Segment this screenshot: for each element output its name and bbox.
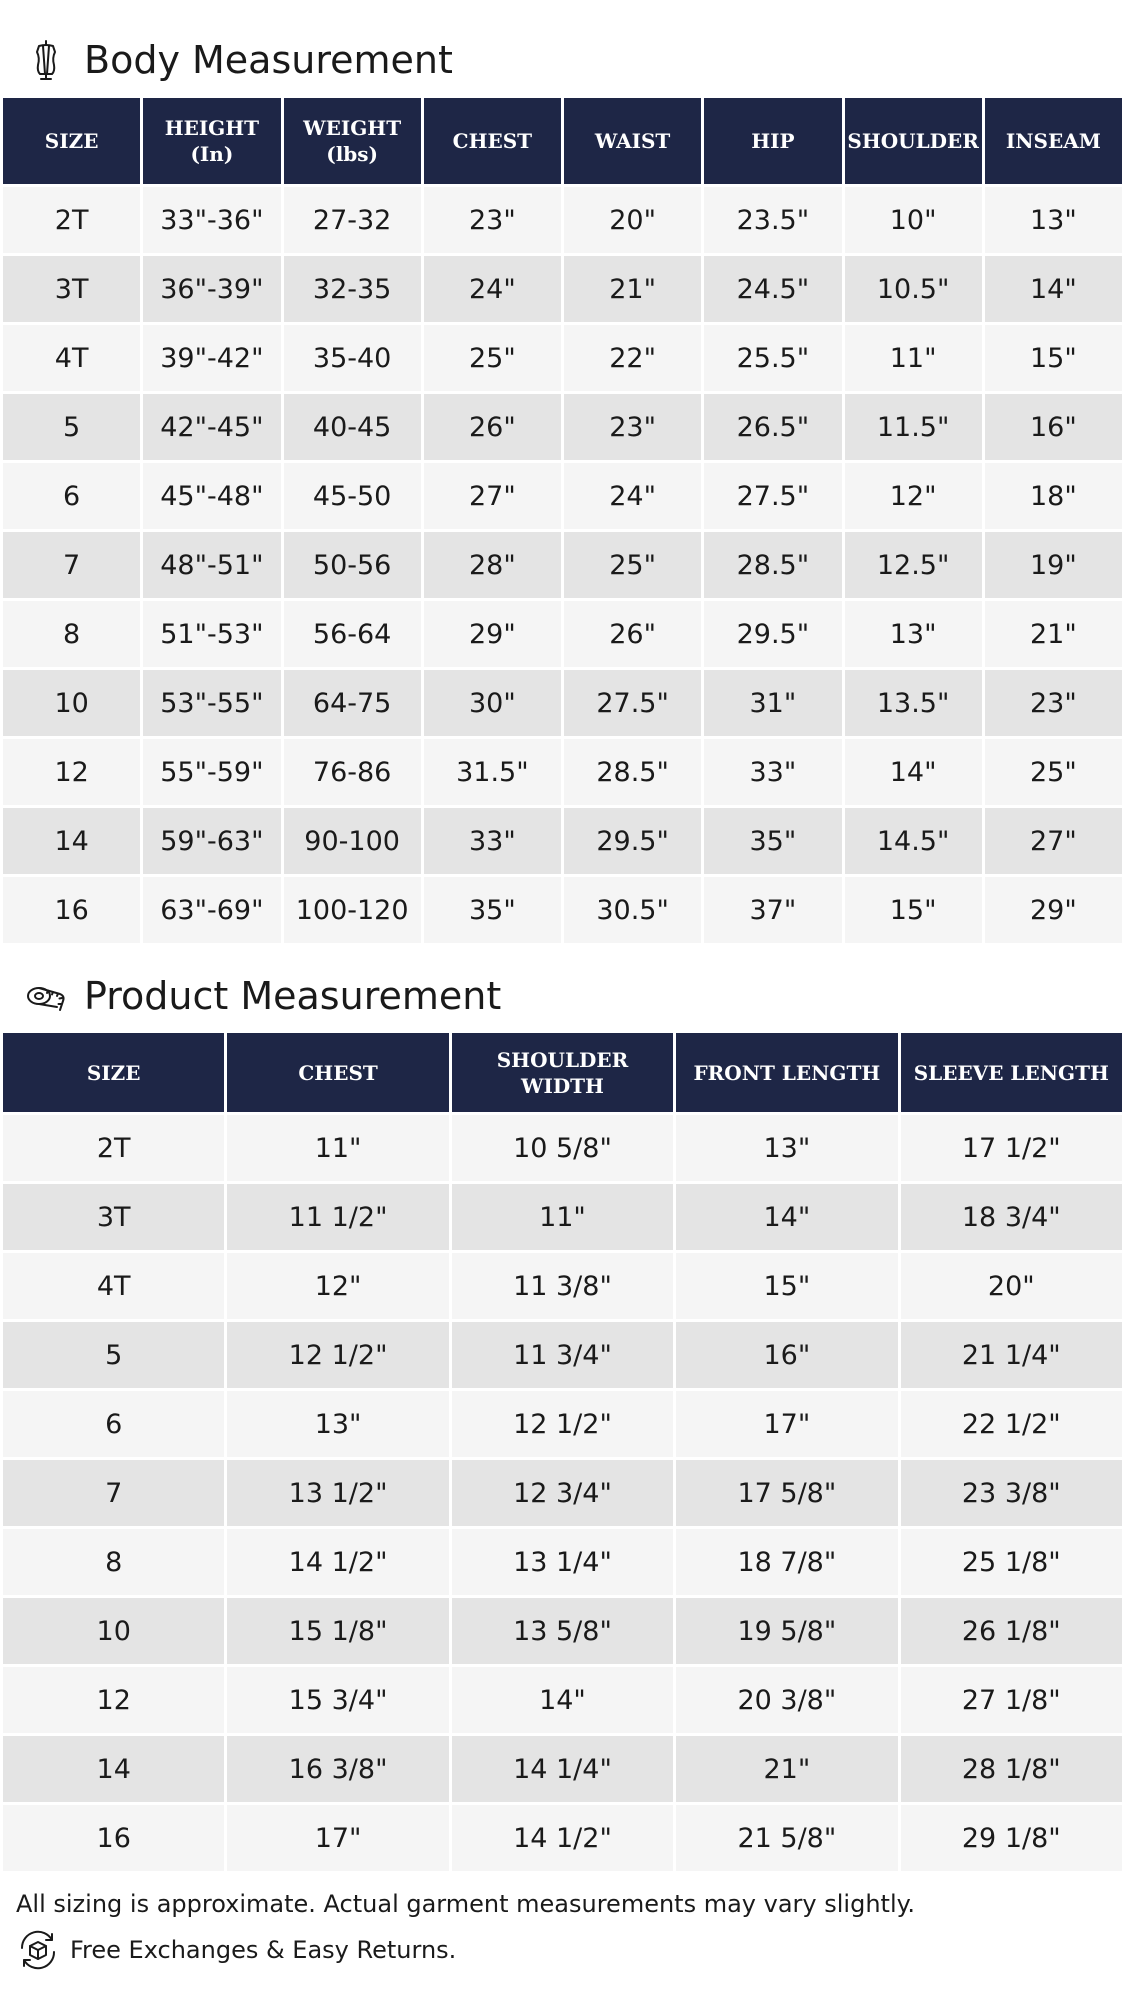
body-value-cell: 45-50 <box>284 463 421 529</box>
product-value-cell: 14 1/2" <box>452 1805 673 1871</box>
product-value-cell: 14 1/2" <box>227 1529 448 1595</box>
body-value-cell: 59"-63" <box>143 808 280 874</box>
sizing-disclaimer: All sizing is approximate. Actual garment measurements may vary slightly. <box>16 1890 916 1918</box>
product-size-cell: 3T <box>3 1184 224 1250</box>
product-value-cell: 21" <box>676 1736 897 1802</box>
product-size-cell: 4T <box>3 1253 224 1319</box>
body-value-cell: 100-120 <box>284 877 421 943</box>
product-value-cell: 20" <box>901 1253 1122 1319</box>
body-value-cell: 13.5" <box>845 670 982 736</box>
body-table-row <box>3 532 1122 598</box>
body-value-cell: 37" <box>704 877 841 943</box>
body-value-cell: 22" <box>564 325 701 391</box>
body-value-cell: 29" <box>985 877 1122 943</box>
body-value-cell: 11.5" <box>845 394 982 460</box>
product-header-label: SIZE <box>86 1060 141 1085</box>
body-value-cell: 25.5" <box>704 325 841 391</box>
product-value-cell: 15 1/8" <box>227 1598 448 1664</box>
product-value-cell: 13 1/2" <box>227 1460 448 1526</box>
product-value-cell: 14" <box>452 1667 673 1733</box>
product-size-cell: 2T <box>3 1115 224 1181</box>
body-size-cell: 16 <box>3 877 140 943</box>
product-value-cell: 12" <box>227 1253 448 1319</box>
body-header-label: SIZE <box>44 129 99 153</box>
product-value-cell: 13 5/8" <box>452 1598 673 1664</box>
product-value-cell: 22 1/2" <box>901 1391 1122 1457</box>
body-value-cell: 15" <box>985 325 1122 391</box>
body-size-cell: 6 <box>3 463 140 529</box>
product-value-cell: 18 3/4" <box>901 1184 1122 1250</box>
body-value-cell: 26" <box>564 601 701 667</box>
product-value-cell: 17" <box>227 1805 448 1871</box>
body-header-label: HEIGHT <box>164 116 260 140</box>
body-value-cell: 35" <box>704 808 841 874</box>
body-value-cell: 63"-69" <box>143 877 280 943</box>
product-measurement-table <box>0 1030 1125 1874</box>
body-size-cell: 8 <box>3 601 140 667</box>
body-value-cell: 39"-42" <box>143 325 280 391</box>
product-value-cell: 11" <box>452 1184 673 1250</box>
product-value-cell: 17" <box>676 1391 897 1457</box>
body-value-cell: 19" <box>985 532 1122 598</box>
body-table-row <box>3 808 1122 874</box>
product-value-cell: 16" <box>676 1322 897 1388</box>
product-value-cell: 11 1/2" <box>227 1184 448 1250</box>
body-value-cell: 12.5" <box>845 532 982 598</box>
body-value-cell: 10.5" <box>845 256 982 322</box>
body-size-cell: 3T <box>3 256 140 322</box>
body-measurement-table <box>0 95 1125 946</box>
body-table-header-row <box>3 98 1122 184</box>
product-header-label: CHEST <box>298 1060 378 1085</box>
product-header-label: SLEEVE LENGTH <box>913 1060 1109 1085</box>
returns-info <box>16 1928 456 1972</box>
product-size-cell: 5 <box>3 1322 224 1388</box>
body-value-cell: 53"-55" <box>143 670 280 736</box>
product-value-cell: 15 3/4" <box>227 1667 448 1733</box>
product-value-cell: 13" <box>227 1391 448 1457</box>
product-header-cell <box>901 1033 1122 1112</box>
product-size-cell: 14 <box>3 1736 224 1802</box>
body-header-label: WEIGHT <box>303 116 402 140</box>
body-value-cell: 14" <box>985 256 1122 322</box>
product-size-cell: 7 <box>3 1460 224 1526</box>
product-value-cell: 23 3/8" <box>901 1460 1122 1526</box>
product-value-cell: 25 1/8" <box>901 1529 1122 1595</box>
product-size-cell: 8 <box>3 1529 224 1595</box>
body-header-cell <box>985 98 1122 184</box>
product-value-cell: 18 7/8" <box>676 1529 897 1595</box>
body-value-cell: 28" <box>424 532 561 598</box>
product-value-cell: 10 5/8" <box>452 1115 673 1181</box>
product-value-cell: 29 1/8" <box>901 1805 1122 1871</box>
body-value-cell: 36"-39" <box>143 256 280 322</box>
body-header-cell <box>284 98 421 184</box>
product-table-row <box>3 1322 1122 1388</box>
product-value-cell: 13 1/4" <box>452 1529 673 1595</box>
body-header-label: INSEAM <box>1005 129 1101 153</box>
product-header-cell <box>3 1033 224 1112</box>
body-value-cell: 30.5" <box>564 877 701 943</box>
body-value-cell: 28.5" <box>564 739 701 805</box>
body-size-cell: 10 <box>3 670 140 736</box>
body-value-cell: 18" <box>985 463 1122 529</box>
product-table-row <box>3 1460 1122 1526</box>
body-size-cell: 7 <box>3 532 140 598</box>
body-header-label: HIP <box>751 129 795 153</box>
body-value-cell: 15" <box>845 877 982 943</box>
body-value-cell: 33"-36" <box>143 187 280 253</box>
body-value-cell: 13" <box>985 187 1122 253</box>
product-value-cell: 20 3/8" <box>676 1667 897 1733</box>
body-value-cell: 51"-53" <box>143 601 280 667</box>
body-measurement-title: Body Measurement <box>84 38 453 82</box>
body-table-row <box>3 670 1122 736</box>
body-value-cell: 26.5" <box>704 394 841 460</box>
body-size-cell: 4T <box>3 325 140 391</box>
body-measurement-heading <box>0 30 1125 90</box>
body-value-cell: 13" <box>845 601 982 667</box>
body-table-row <box>3 187 1122 253</box>
product-table-header-row <box>3 1033 1122 1112</box>
body-value-cell: 50-56 <box>284 532 421 598</box>
product-value-cell: 17 5/8" <box>676 1460 897 1526</box>
body-value-cell: 76-86 <box>284 739 421 805</box>
body-size-cell: 12 <box>3 739 140 805</box>
body-value-cell: 27-32 <box>284 187 421 253</box>
body-table-row <box>3 325 1122 391</box>
product-value-cell: 13" <box>676 1115 897 1181</box>
body-value-cell: 48"-51" <box>143 532 280 598</box>
product-value-cell: 28 1/8" <box>901 1736 1122 1802</box>
body-value-cell: 14.5" <box>845 808 982 874</box>
product-header-cell <box>676 1033 897 1112</box>
body-header-label: (In) <box>190 142 234 166</box>
body-value-cell: 26" <box>424 394 561 460</box>
body-value-cell: 27.5" <box>704 463 841 529</box>
product-size-cell: 6 <box>3 1391 224 1457</box>
body-value-cell: 29.5" <box>564 808 701 874</box>
body-header-label: SHOULDER <box>847 129 979 153</box>
body-value-cell: 23" <box>985 670 1122 736</box>
body-value-cell: 25" <box>424 325 561 391</box>
product-table-row <box>3 1391 1122 1457</box>
product-header-cell <box>227 1033 448 1112</box>
product-value-cell: 14 1/4" <box>452 1736 673 1802</box>
body-value-cell: 16" <box>985 394 1122 460</box>
body-table-body <box>3 187 1122 943</box>
body-value-cell: 27" <box>424 463 561 529</box>
product-value-cell: 11" <box>227 1115 448 1181</box>
product-table-body <box>3 1115 1122 1871</box>
body-value-cell: 20" <box>564 187 701 253</box>
product-header-cell <box>452 1033 673 1112</box>
body-value-cell: 90-100 <box>284 808 421 874</box>
product-value-cell: 12 3/4" <box>452 1460 673 1526</box>
product-measurement-title: Product Measurement <box>84 974 502 1018</box>
body-value-cell: 14" <box>845 739 982 805</box>
body-header-cell <box>845 98 982 184</box>
product-value-cell: 12 1/2" <box>227 1322 448 1388</box>
product-table-row <box>3 1667 1122 1733</box>
body-value-cell: 24.5" <box>704 256 841 322</box>
body-value-cell: 35" <box>424 877 561 943</box>
product-size-cell: 12 <box>3 1667 224 1733</box>
body-header-cell <box>143 98 280 184</box>
body-header-label: WAIST <box>594 129 671 153</box>
returns-text: Free Exchanges & Easy Returns. <box>70 1936 457 1964</box>
body-value-cell: 32-35 <box>284 256 421 322</box>
product-value-cell: 21 5/8" <box>676 1805 897 1871</box>
body-value-cell: 40-45 <box>284 394 421 460</box>
body-header-cell <box>564 98 701 184</box>
product-value-cell: 14" <box>676 1184 897 1250</box>
body-value-cell: 25" <box>564 532 701 598</box>
product-value-cell: 26 1/8" <box>901 1598 1122 1664</box>
body-value-cell: 23" <box>424 187 561 253</box>
body-value-cell: 64-75 <box>284 670 421 736</box>
product-value-cell: 11 3/8" <box>452 1253 673 1319</box>
body-value-cell: 56-64 <box>284 601 421 667</box>
product-value-cell: 17 1/2" <box>901 1115 1122 1181</box>
body-value-cell: 25" <box>985 739 1122 805</box>
product-value-cell: 27 1/8" <box>901 1667 1122 1733</box>
body-value-cell: 30" <box>424 670 561 736</box>
product-table-row <box>3 1805 1122 1871</box>
body-table-row <box>3 394 1122 460</box>
box-returns-icon <box>16 1928 60 1972</box>
body-value-cell: 31" <box>704 670 841 736</box>
body-value-cell: 21" <box>564 256 701 322</box>
product-table-row <box>3 1184 1122 1250</box>
body-value-cell: 35-40 <box>284 325 421 391</box>
product-value-cell: 19 5/8" <box>676 1598 897 1664</box>
body-value-cell: 10" <box>845 187 982 253</box>
body-table-row <box>3 601 1122 667</box>
product-value-cell: 12 1/2" <box>452 1391 673 1457</box>
body-value-cell: 23.5" <box>704 187 841 253</box>
body-value-cell: 11" <box>845 325 982 391</box>
body-table-row <box>3 463 1122 529</box>
body-table-row <box>3 877 1122 943</box>
body-header-label: CHEST <box>452 129 533 153</box>
body-header-cell <box>3 98 140 184</box>
product-value-cell: 21 1/4" <box>901 1322 1122 1388</box>
body-size-cell: 2T <box>3 187 140 253</box>
product-table-row <box>3 1253 1122 1319</box>
body-table-row <box>3 739 1122 805</box>
body-value-cell: 33" <box>424 808 561 874</box>
product-header-label: SHOULDER WIDTH <box>496 1047 629 1098</box>
body-value-cell: 12" <box>845 463 982 529</box>
product-value-cell: 11 3/4" <box>452 1322 673 1388</box>
product-table-row <box>3 1529 1122 1595</box>
body-value-cell: 55"-59" <box>143 739 280 805</box>
product-value-cell: 15" <box>676 1253 897 1319</box>
product-header-label: FRONT LENGTH <box>693 1060 881 1085</box>
body-value-cell: 42"-45" <box>143 394 280 460</box>
dress-form-icon <box>24 38 68 82</box>
body-value-cell: 33" <box>704 739 841 805</box>
product-size-cell: 16 <box>3 1805 224 1871</box>
measuring-tape-icon <box>24 974 68 1018</box>
body-value-cell: 28.5" <box>704 532 841 598</box>
body-value-cell: 45"-48" <box>143 463 280 529</box>
body-value-cell: 31.5" <box>424 739 561 805</box>
body-header-cell <box>424 98 561 184</box>
body-header-label: (lbs) <box>326 142 379 166</box>
body-value-cell: 21" <box>985 601 1122 667</box>
body-value-cell: 23" <box>564 394 701 460</box>
body-header-cell <box>704 98 841 184</box>
product-value-cell: 16 3/8" <box>227 1736 448 1802</box>
body-value-cell: 29.5" <box>704 601 841 667</box>
product-size-cell: 10 <box>3 1598 224 1664</box>
product-measurement-heading <box>0 966 1125 1026</box>
product-table-row <box>3 1736 1122 1802</box>
product-table-row <box>3 1115 1122 1181</box>
body-value-cell: 29" <box>424 601 561 667</box>
body-table-row <box>3 256 1122 322</box>
body-value-cell: 27" <box>985 808 1122 874</box>
body-size-cell: 5 <box>3 394 140 460</box>
body-value-cell: 24" <box>424 256 561 322</box>
body-value-cell: 24" <box>564 463 701 529</box>
body-value-cell: 27.5" <box>564 670 701 736</box>
body-size-cell: 14 <box>3 808 140 874</box>
product-table-row <box>3 1598 1122 1664</box>
